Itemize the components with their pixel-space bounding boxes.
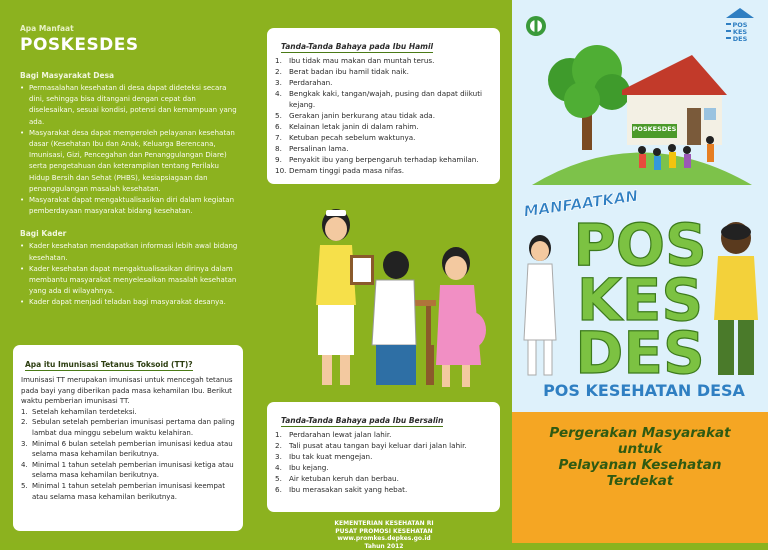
tt-box-title: Apa itu Imunisasi Tetanus Toksoid (TT)? — [25, 360, 193, 371]
footer-line: PUSAT PROMOSI KESEHATAN — [256, 528, 512, 536]
banner-text: POS KESEHATAN DESA — [543, 381, 745, 400]
list-item: • Masyarakat desa dapat memperoleh pelayanan kesehatan dasar (Kesehatan Ibu dan Anak, Keluarga Berencana, Imunisasi, Gizi, Pencegahan dan Penanggulangan Diare) serta pengetahuan dan keterampilan tentang Perilaku Hidup Bersih dan Sehat (PHBS), kesiapsiagaan dan penanggulangan masalah kesehatan. — [20, 128, 238, 195]
ibu-hamil-card — [267, 28, 500, 184]
list-item: 1. Perdarahan lewat jalan lahir. — [275, 429, 492, 440]
list-item: 9. Penyakit ibu yang berpengaruh terhadap kehamilan. — [275, 154, 492, 165]
section-title-kader: Bagi Kader — [20, 229, 238, 238]
big-title-pos: POS — [573, 211, 707, 279]
footer-line: Tahun 2012 — [256, 543, 512, 550]
list-item: • Kader kesehatan mendapatkan informasi lebih awal bidang kesehatan. — [20, 241, 238, 263]
publisher-footer — [256, 520, 512, 550]
list-item: 7. Ketuban pecah sebelum waktunya. — [275, 132, 492, 143]
list-item: 2. Tali pusat atau tangan bayi keluar dari jalan lahir. — [275, 440, 492, 451]
tree-icon — [548, 45, 630, 150]
list-item: 6. Kelainan letak janin di dalam rahim. — [275, 121, 492, 132]
tt-schedule-list — [21, 407, 235, 502]
mother-figure — [426, 247, 486, 387]
list-item: 5. Gerakan janin berkurang atau tidak ada. — [275, 110, 492, 121]
list-item: 2. Sebulan setelah pemberian imunisasi pertama dan paling lambat dua minggu sebelum waktu kelahiran. — [21, 417, 235, 438]
list-item: 10. Demam tinggi pada masa nifas. — [275, 165, 492, 176]
list-item: 4. Ibu kejang. — [275, 462, 492, 473]
cover-scene — [512, 0, 768, 190]
slogan-line: Pergerakan Masyarakat — [512, 425, 768, 441]
list-item: 3. Perdarahan. — [275, 77, 492, 88]
kicker-text: MANFAATKAN — [523, 187, 640, 221]
ibu-bersalin-title: Tanda-Tanda Bahaya pada Ibu Bersalin — [281, 416, 443, 427]
section-title-masyarakat: Bagi Masyarakat Desa — [20, 71, 238, 80]
slogan-line: Pelayanan Kesehatan — [512, 457, 768, 473]
manfaat-section — [0, 0, 256, 309]
list-item: • Kader kesehatan dapat mengaktualisasikan dirinya dalam membantu masyarakat menyelesaikan masalah kesehatan yang ada di wilayahnya. — [20, 264, 238, 298]
footer-line: www.promkes.depkes.go.id — [256, 535, 512, 543]
list-item: • Masyarakat dapat mengaktualisasikan diri dalam kegiatan pemberdayaan masyarakat bidang kesehatan. — [20, 195, 238, 217]
list-item: 3. Minimal 6 bulan setelah pemberian imunisasi kedua atau selama masa kehamilan berikutnya. — [21, 439, 235, 460]
list-item: 4. Minimal 1 tahun setelah pemberian imunisasi ketiga atau selama masa kehamilan berikutnya. — [21, 460, 235, 481]
nurse-figure — [316, 209, 374, 385]
list-item: 8. Persalinan lama. — [275, 143, 492, 154]
list-kader — [20, 241, 238, 308]
ibu-bersalin-list — [275, 429, 492, 495]
list-masyarakat — [20, 83, 238, 217]
list-item: 2. Berat badan ibu hamil tidak naik. — [275, 66, 492, 77]
list-item: 6. Ibu merasakan sakit yang hebat. — [275, 484, 492, 495]
poskesdes-title — [512, 180, 768, 415]
list-item: 4. Bengkak kaki, tangan/wajah, pusing dan dapat diikuti kejang. — [275, 88, 492, 110]
poskesdes-logo-icon — [726, 8, 754, 43]
footer-line: KEMENTERIAN KESEHATAN RI — [256, 520, 512, 528]
man-figure — [714, 222, 758, 375]
building-sign: POSKESDES — [632, 125, 677, 133]
list-item: 1. Setelah kehamilan terdeteksi. — [21, 407, 235, 418]
ibu-hamil-title: Tanda-Tanda Bahaya pada Ibu Hamil — [281, 42, 433, 53]
slogan-line: Terdekat — [512, 473, 768, 489]
kemenkes-logo-icon — [526, 16, 546, 36]
nurse-figure — [524, 235, 556, 375]
tt-box-intro: Imunisasi TT merupakan imunisasi untuk mencegah tetanus pada bayi yang diberikan pada masa kehamilan Ibu. Berikut waktu pemberian imunisasi TT. — [21, 375, 235, 407]
svg-text:POS: POS — [733, 21, 748, 29]
ibu-hamil-list — [275, 55, 492, 176]
doctor-figure — [372, 251, 416, 385]
list-item: • Kader dapat menjadi teladan bagi masyarakat desanya. — [20, 297, 238, 308]
big-title-kes: KES — [577, 266, 703, 334]
tt-info-box — [13, 345, 243, 531]
svg-text:KES: KES — [733, 28, 747, 36]
list-item: 5. Air ketuban keruh dan berbau. — [275, 473, 492, 484]
svg-text:DES: DES — [733, 35, 748, 43]
slogan-line: untuk — [512, 441, 768, 457]
list-item: 5. Minimal 1 tahun setelah pemberian imunisasi keempat atau selama masa kehamilan berikutnya. — [21, 481, 235, 502]
panel-tanda-bahaya — [256, 0, 512, 543]
list-item: 3. Ibu tak kuat mengejan. — [275, 451, 492, 462]
manfaat-title: POSKESDES — [20, 35, 238, 55]
panel-manfaat — [0, 0, 256, 543]
slogan-text — [512, 425, 768, 489]
panel-cover — [512, 0, 768, 543]
checkup-illustration — [276, 195, 496, 395]
list-item: • Permasalahan kesehatan di desa dapat dideteksi secara dini, sehingga bisa ditangani dengan cepat dan diselesaikan, sesuai kondisi, potensi dan kemampuan yang ada. — [20, 83, 238, 128]
big-title-des: DES — [575, 319, 705, 387]
manfaat-kicker: Apa Manfaat — [20, 24, 238, 33]
list-item: 1. Ibu tidak mau makan dan muntah terus. — [275, 55, 492, 66]
ibu-bersalin-card — [267, 402, 500, 512]
